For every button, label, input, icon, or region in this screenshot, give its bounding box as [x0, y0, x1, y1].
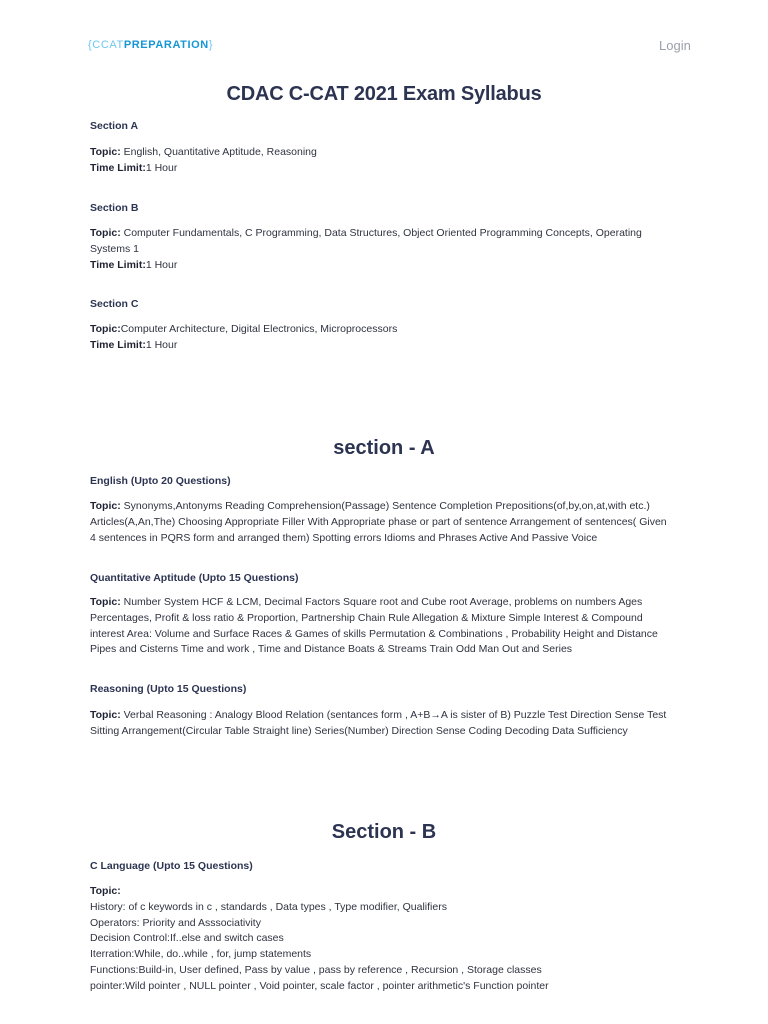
- topic-text: Number System HCF & LCM, Decimal Factors Square root and Cube root Average, problems on numbers Ages Percentages, Profit & loss ratio & Proportion, Partnership Chain Rule Allegation & Mixture Simple Interest & Compound interest Area: Volume and Surface Races & Games of skills Permutation & Combinations , Probability Height and Distance Pipes and Cisterns Time and work , Time and Distance Boats & Streams Train Odd Man Out and Series: [90, 596, 658, 656]
- logo-brace-close: }: [208, 39, 214, 51]
- logo-ccat: CCAT: [92, 39, 124, 51]
- topic-label: Topic:: [90, 323, 121, 335]
- topic-text: Computer Architecture, Digital Electronics, Microprocessors: [120, 323, 398, 335]
- topic-label: Topic:: [90, 709, 121, 721]
- english-heading: English (Upto 20 Questions): [90, 475, 231, 487]
- topic-label: Topic:: [90, 596, 121, 608]
- topic-line-operators: Operators: Priority and Asssociativity: [90, 916, 261, 929]
- time-limit-label: Time Limit:: [90, 161, 146, 174]
- topic-label: Topic:: [90, 885, 121, 897]
- topic-line-functions: Functions:Build-in, User defined, Pass by value , pass by reference , Recursion , Storage classes: [90, 963, 542, 976]
- logo-preparation: PREPARATION: [123, 39, 209, 51]
- logo-brace-open: {: [88, 39, 93, 51]
- login-link[interactable]: Login: [659, 38, 691, 53]
- topic-line-iteration: Iterration:While, do..while , for, jump statements: [90, 948, 312, 961]
- quantitative-aptitude-heading: Quantitative Aptitude (Upto 15 Questions): [90, 572, 299, 584]
- reasoning-topics: [90, 708, 686, 740]
- reasoning-heading: Reasoning (Upto 15 Questions): [90, 683, 247, 695]
- overview-section-b-details: [90, 226, 670, 273]
- topic-text: Verbal Reasoning : Analogy Blood Relation (sentances form , A+B→A is sister of B) Puzzle Test Direction Sense Test Sitting Arrangement(Circular Table Straight line) Series(Number) Direction Sense Coding Decoding Data Sufficiency: [90, 709, 667, 737]
- time-limit-value: 1 Hour: [145, 338, 178, 351]
- topic-text: Computer Fundamentals, C Programming, Data Structures, Object Oriented Programming Concepts, Operating Systems 1: [90, 227, 642, 255]
- site-header: [0, 0, 768, 90]
- topic-line-decision-control: Decision Control:If..else and switch cases: [90, 932, 284, 945]
- overview-section-a-heading: Section A: [90, 120, 139, 132]
- site-logo[interactable]: [88, 39, 213, 51]
- section-b-title: Section - B: [331, 821, 437, 843]
- overview-section-c-heading: Section C: [90, 298, 139, 310]
- topic-label: Topic:: [90, 500, 121, 512]
- quantitative-aptitude-topics: [90, 595, 674, 658]
- time-limit-value: 1 Hour: [145, 258, 178, 271]
- section-a-title: section - A: [333, 437, 435, 459]
- topic-text: Synonyms,Antonyms Reading Comprehension(Passage) Sentence Completion Prepositions(of,by,on,at,with etc.) Articles(A,An,The) Choosing Appropriate Filler With Appropriate phase or part of sentence Arrangement of sentences( Given 4 sentences in PQRS form and arranged them) Spotting errors Idioms and Phrases Active And Passive Voice: [90, 500, 667, 544]
- time-limit-value: 1 Hour: [145, 161, 178, 174]
- overview-section-c-details: [90, 322, 690, 354]
- time-limit-label: Time Limit:: [90, 338, 146, 351]
- c-language-heading: C Language (Upto 15 Questions): [90, 860, 253, 872]
- page-title: CDAC C-CAT 2021 Exam Syllabus: [226, 83, 542, 105]
- time-limit-label: Time Limit:: [90, 258, 146, 271]
- english-topics: [90, 499, 672, 546]
- c-language-topics: [90, 884, 690, 995]
- topic-label: Topic:: [90, 227, 121, 239]
- topic-line-pointer: pointer:Wild pointer , NULL pointer , Void pointer, scale factor , pointer arithmetic's Function pointer: [90, 979, 549, 992]
- topic-label: Topic:: [90, 146, 121, 158]
- overview-section-b-heading: Section B: [90, 202, 139, 214]
- overview-section-a-details: [90, 145, 690, 177]
- topic-text: English, Quantitative Aptitude, Reasoning: [120, 146, 317, 158]
- topic-line-history: History: of c keywords in c , standards , Data types , Type modifier, Qualifiers: [90, 900, 447, 913]
